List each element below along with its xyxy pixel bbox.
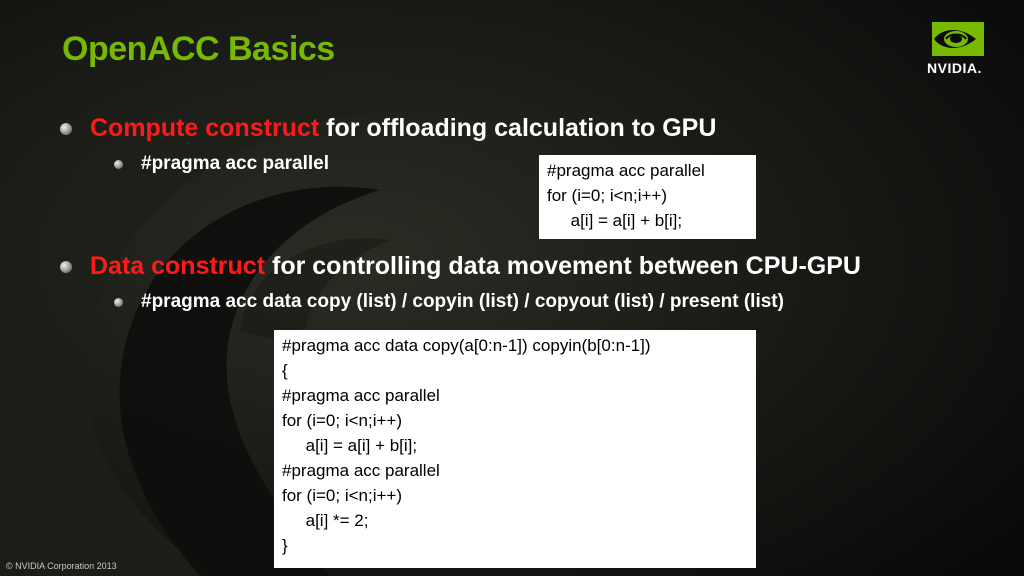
copyright-footer: © NVIDIA Corporation 2013 bbox=[6, 561, 117, 571]
code-line: a[i] = a[i] + b[i]; bbox=[282, 436, 418, 455]
code-line: for (i=0; i<n;i++) bbox=[547, 186, 668, 205]
bullet-highlight: Compute construct bbox=[90, 114, 320, 142]
code-line: for (i=0; i<n;i++) bbox=[282, 411, 403, 430]
sub-bullet-icon bbox=[114, 298, 123, 307]
code-line: #pragma acc parallel bbox=[282, 461, 440, 480]
code-line: { bbox=[282, 361, 288, 380]
code-line: #pragma acc parallel bbox=[547, 161, 705, 180]
bullet-icon bbox=[60, 261, 72, 273]
sub-bullet-pragma-data: #pragma acc data copy (list) / copyin (list) / copyout (list) / present (list) bbox=[141, 291, 784, 312]
code-block-data bbox=[274, 330, 756, 568]
code-line: a[i] = a[i] + b[i]; bbox=[547, 211, 683, 230]
bullet-highlight: Data construct bbox=[90, 252, 266, 280]
bullet-data-construct bbox=[90, 252, 861, 281]
nvidia-logo-text: NVIDIA. bbox=[927, 60, 982, 76]
bullet-compute-construct bbox=[90, 114, 716, 143]
code-line: for (i=0; i<n;i++) bbox=[282, 486, 403, 505]
slide-title: OpenACC Basics bbox=[62, 30, 335, 68]
bullet-icon bbox=[60, 123, 72, 135]
bullet-text: for controlling data movement between CPU-GPU bbox=[265, 252, 861, 280]
sub-bullet-pragma-parallel: #pragma acc parallel bbox=[141, 153, 329, 174]
code-line: #pragma acc parallel bbox=[282, 386, 440, 405]
code-line: } bbox=[282, 536, 288, 555]
code-line: #pragma acc data copy(a[0:n-1]) copyin(b[0:n-1]) bbox=[282, 336, 651, 355]
code-block-compute bbox=[539, 155, 756, 239]
code-line: a[i] *= 2; bbox=[282, 511, 369, 530]
sub-bullet-icon bbox=[114, 160, 123, 169]
bullet-text: for offloading calculation to GPU bbox=[319, 114, 717, 142]
